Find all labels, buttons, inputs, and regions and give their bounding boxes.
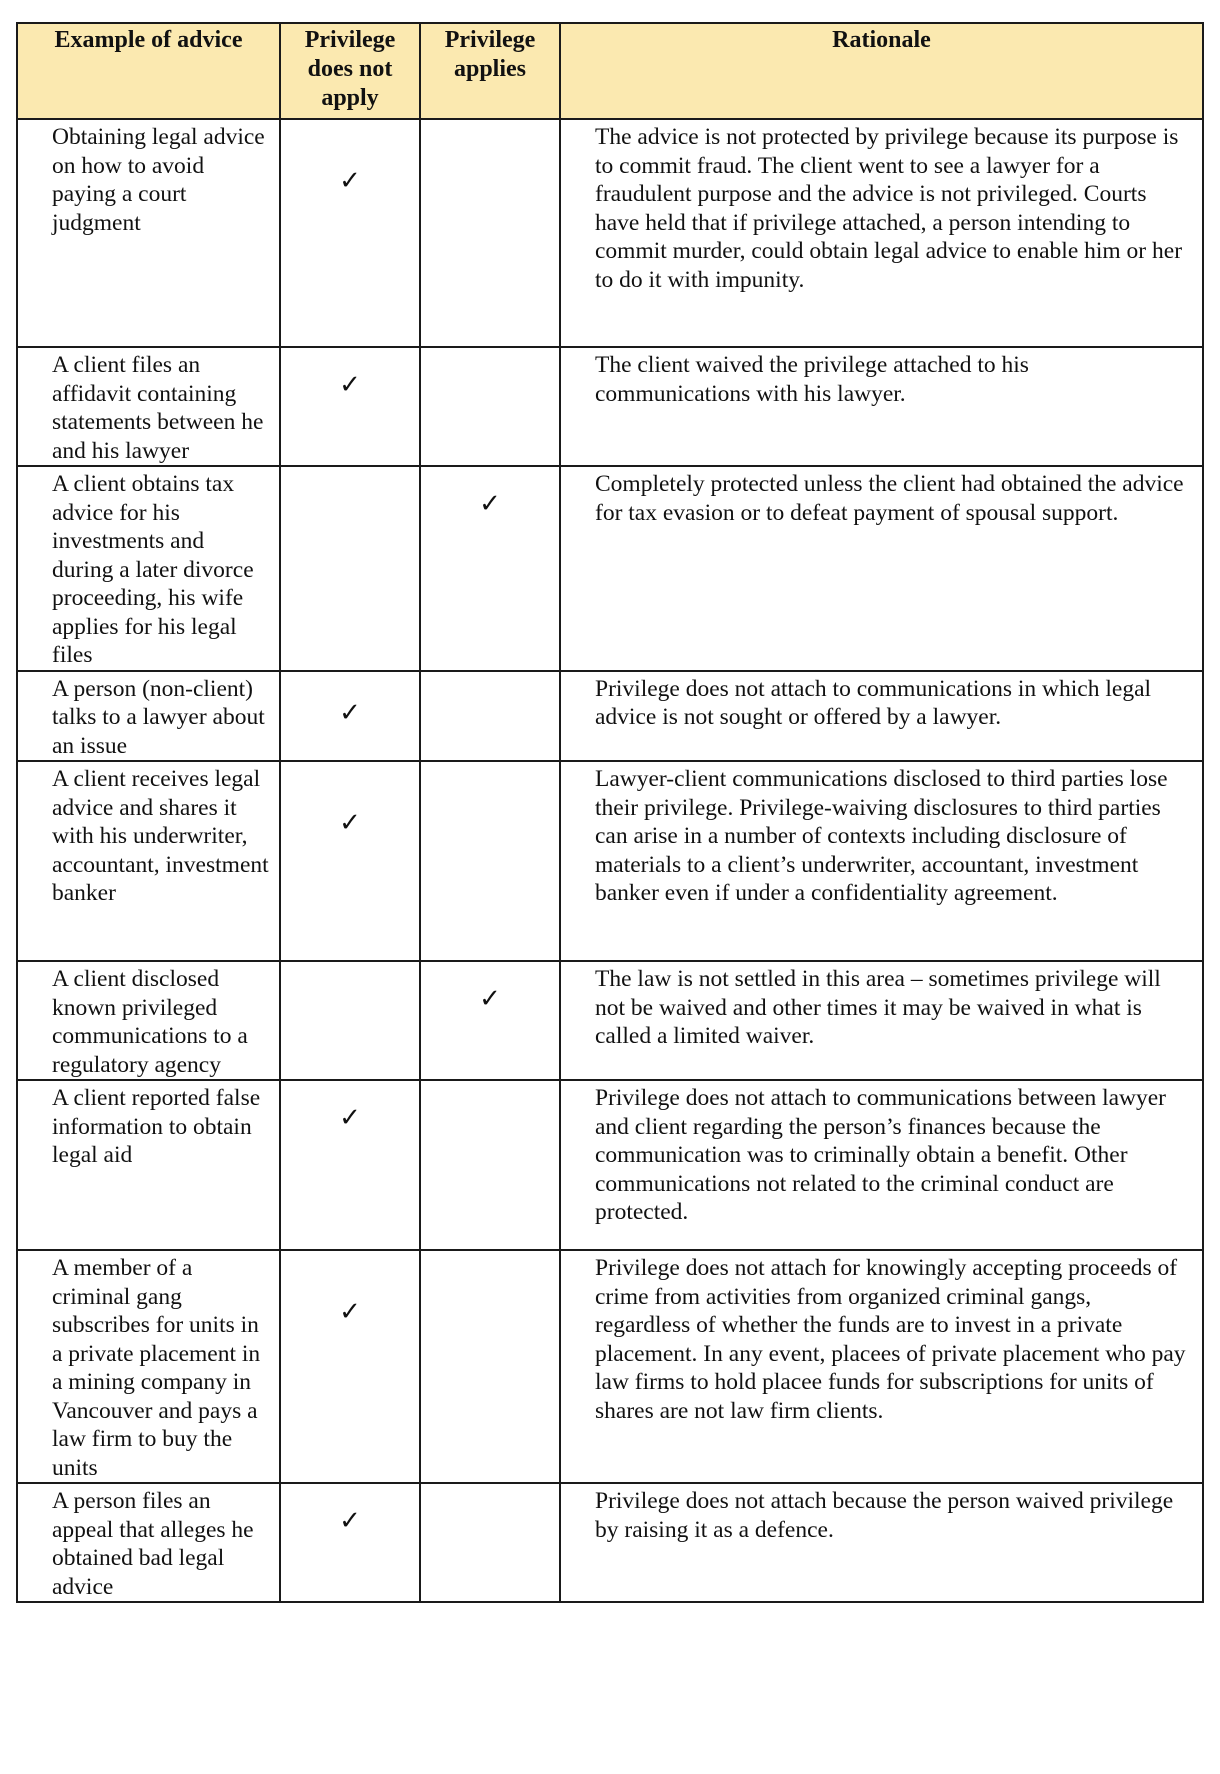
not-apply-cell	[280, 347, 420, 466]
applies-cell	[420, 1250, 560, 1483]
check-icon: ✓	[339, 1297, 361, 1327]
header-example: Example of advice	[17, 23, 280, 119]
example-cell: A person (non-client) talks to a lawyer about an issue	[17, 671, 280, 762]
check-icon: ✓	[339, 1506, 361, 1536]
not-apply-cell	[280, 1250, 420, 1483]
table-row	[17, 119, 1203, 347]
rationale-cell: The law is not settled in this area – sometimes privilege will not be waived and other times it may be waived in what is called a limited waiver.	[560, 961, 1203, 1080]
rationale-cell: Privilege does not attach for knowingly accepting proceeds of crime from activities from organized criminal gangs, regardless of whether the funds are to invest in a private placement. In any event, placees of private placement who pay law firms to hold placee funds for subscriptions for units of shares are not law firm clients.	[560, 1250, 1203, 1483]
applies-cell	[420, 961, 560, 1080]
not-apply-cell	[280, 1080, 420, 1250]
table-row	[17, 961, 1203, 1080]
header-privilege-does-not-apply: Privilege does not apply	[280, 23, 420, 119]
rationale-cell: Completely protected unless the client had obtained the advice for tax evasion or to defeat payment of spousal support.	[560, 466, 1203, 671]
example-cell: A client files an affidavit containing statements between he and his lawyer	[17, 347, 280, 466]
check-icon: ✓	[479, 984, 501, 1014]
example-cell: A client reported false information to obtain legal aid	[17, 1080, 280, 1250]
table-row	[17, 1250, 1203, 1483]
applies-cell	[420, 1080, 560, 1250]
check-icon: ✓	[339, 370, 361, 400]
example-cell: A member of a criminal gang subscribes for units in a private placement in a mining company in Vancouver and pays a law firm to buy the units	[17, 1250, 280, 1483]
table-row	[17, 466, 1203, 671]
applies-cell	[420, 761, 560, 961]
check-icon: ✓	[479, 489, 501, 519]
not-apply-cell	[280, 119, 420, 347]
header-privilege-applies: Privilege applies	[420, 23, 560, 119]
check-icon: ✓	[339, 166, 361, 196]
rationale-cell: Privilege does not attach to communications in which legal advice is not sought or offered by a lawyer.	[560, 671, 1203, 762]
privilege-table	[16, 22, 1204, 1603]
table-row	[17, 347, 1203, 466]
applies-cell	[420, 1483, 560, 1602]
rationale-cell: Privilege does not attach to communications between lawyer and client regarding the person’s finances because the communication was to criminally obtain a benefit. Other communications not related to the criminal conduct are protected.	[560, 1080, 1203, 1250]
check-icon: ✓	[339, 808, 361, 838]
example-cell: A person files an appeal that alleges he obtained bad legal advice	[17, 1483, 280, 1602]
header-row	[17, 23, 1203, 119]
example-cell: A client obtains tax advice for his investments and during a later divorce proceeding, his wife applies for his legal files	[17, 466, 280, 671]
not-apply-cell	[280, 671, 420, 762]
applies-cell	[420, 119, 560, 347]
table-header	[17, 23, 1203, 119]
table-row	[17, 1483, 1203, 1602]
rationale-cell: Privilege does not attach because the person waived privilege by raising it as a defence.	[560, 1483, 1203, 1602]
table-row	[17, 671, 1203, 762]
table-body	[17, 119, 1203, 1602]
check-icon: ✓	[339, 1103, 361, 1133]
applies-cell	[420, 671, 560, 762]
example-cell: Obtaining legal advice on how to avoid paying a court judgment	[17, 119, 280, 347]
header-rationale: Rationale	[560, 23, 1203, 119]
applies-cell	[420, 347, 560, 466]
applies-cell	[420, 466, 560, 671]
table-row	[17, 761, 1203, 961]
not-apply-cell	[280, 961, 420, 1080]
example-cell: A client receives legal advice and shares it with his underwriter, accountant, investment banker	[17, 761, 280, 961]
not-apply-cell	[280, 466, 420, 671]
example-cell: A client disclosed known privileged communications to a regulatory agency	[17, 961, 280, 1080]
rationale-cell: The client waived the privilege attached to his communications with his lawyer.	[560, 347, 1203, 466]
rationale-cell: Lawyer-client communications disclosed to third parties lose their privilege. Privilege-waiving disclosures to third parties can arise in a number of contexts including disclosure of materials to a client’s underwriter, accountant, investment banker even if under a confidentiality agreement.	[560, 761, 1203, 961]
rationale-cell: The advice is not protected by privilege because its purpose is to commit fraud. The client went to see a lawyer for a fraudulent purpose and the advice is not privileged. Courts have held that if privilege attached, a person intending to commit murder, could obtain legal advice to enable him or her to do it with impunity.	[560, 119, 1203, 347]
not-apply-cell	[280, 1483, 420, 1602]
table-row	[17, 1080, 1203, 1250]
not-apply-cell	[280, 761, 420, 961]
check-icon: ✓	[339, 697, 361, 728]
